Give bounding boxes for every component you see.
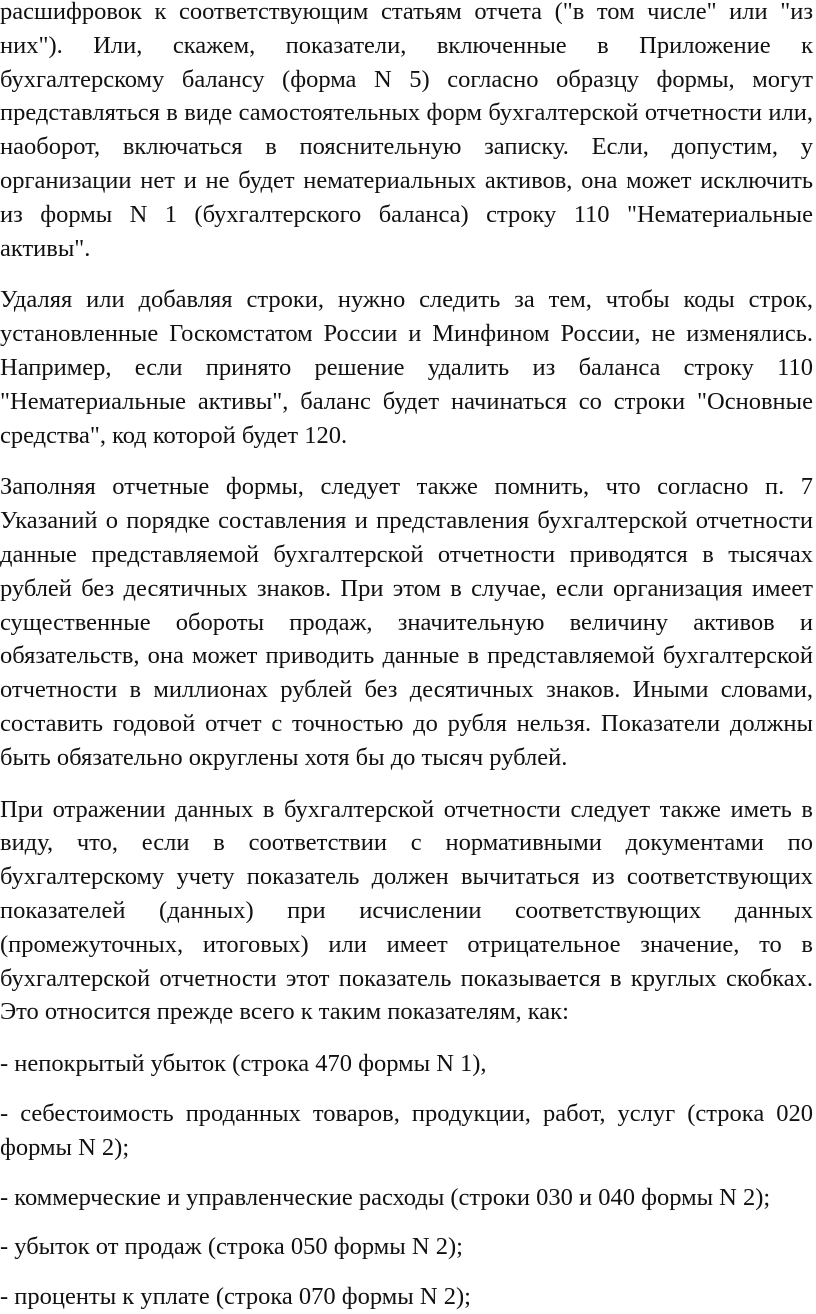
paragraph-3: Заполняя отчетные формы, следует также помнить, что согласно п. 7 Указаний о порядке составления и представления бухгалтерской отчетности данные представляемой бухгалтерской отчетности приводятся в тысячах рублей без десятичных знаков. При этом в случае, если организация имеет существенные обороты продаж, значительную величину активов и обязательств, она может приводить данные в представляемой бухгалтерской отчетности в миллионах рублей без десятичных знаков. Иными словами, составить годовой отчет с точностью до рубля нельзя. Показатели должны быть обязательно округлены хотя бы до тысяч рублей. xyxy=(0,473,813,771)
list-item-3: - коммерческие и управленческие расходы (строки 030 и 040 формы N 2); xyxy=(0,1183,771,1211)
list-item-4: - убыток от продаж (строка 050 формы N 2); xyxy=(0,1233,463,1261)
list-item-2: - себестоимость проданных товаров, продукции, работ, услуг (строка 020 формы N 2); xyxy=(0,1099,813,1161)
list-item-1: - непокрытый убыток (строка 470 формы N 1), xyxy=(0,1050,487,1078)
paragraph-1: расшифровок к соответствующим статьям отчета ("в том числе" или "из них"). Или, скажем, показатели, включенные в Приложение к бухгалтерскому балансу (форма N 5) согласно образцу формы, могут представляться в виде самостоятельных форм бухгалтерской отчетности или, наоборот, включаться в пояснительную записку. Если, допустим, у организации нет и не будет нематериальных активов, она может исключить из формы N 1 (бухгалтерского баланса) строку 110 "Нематериальные активы". xyxy=(0,0,813,262)
list-item-5: - проценты к уплате (строка 070 формы N 2); xyxy=(0,1283,471,1311)
paragraph-2: Удаляя или добавляя строки, нужно следить за тем, чтобы коды строк, установленные Госкомстатом России и Минфином России, не изменялись. Например, если принято решение удалить из баланса строку 110 "Нематериальные активы", баланс будет начинаться со строки "Основные средства", код которой будет 120. xyxy=(0,286,813,449)
paragraph-4: При отражении данных в бухгалтерской отчетности следует также иметь в виду, что, если в соответствии с нормативными документами по бухгалтерскому учету показатель должен вычитаться из соответствующих показателей (данных) при исчислении соответствующих данных (промежуточных, итоговых) или имеет отрицательное значение, то в бухгалтерской отчетности этот показатель показывается в круглых скобках. Это относится прежде всего к таким показателям, как: xyxy=(0,795,813,1026)
